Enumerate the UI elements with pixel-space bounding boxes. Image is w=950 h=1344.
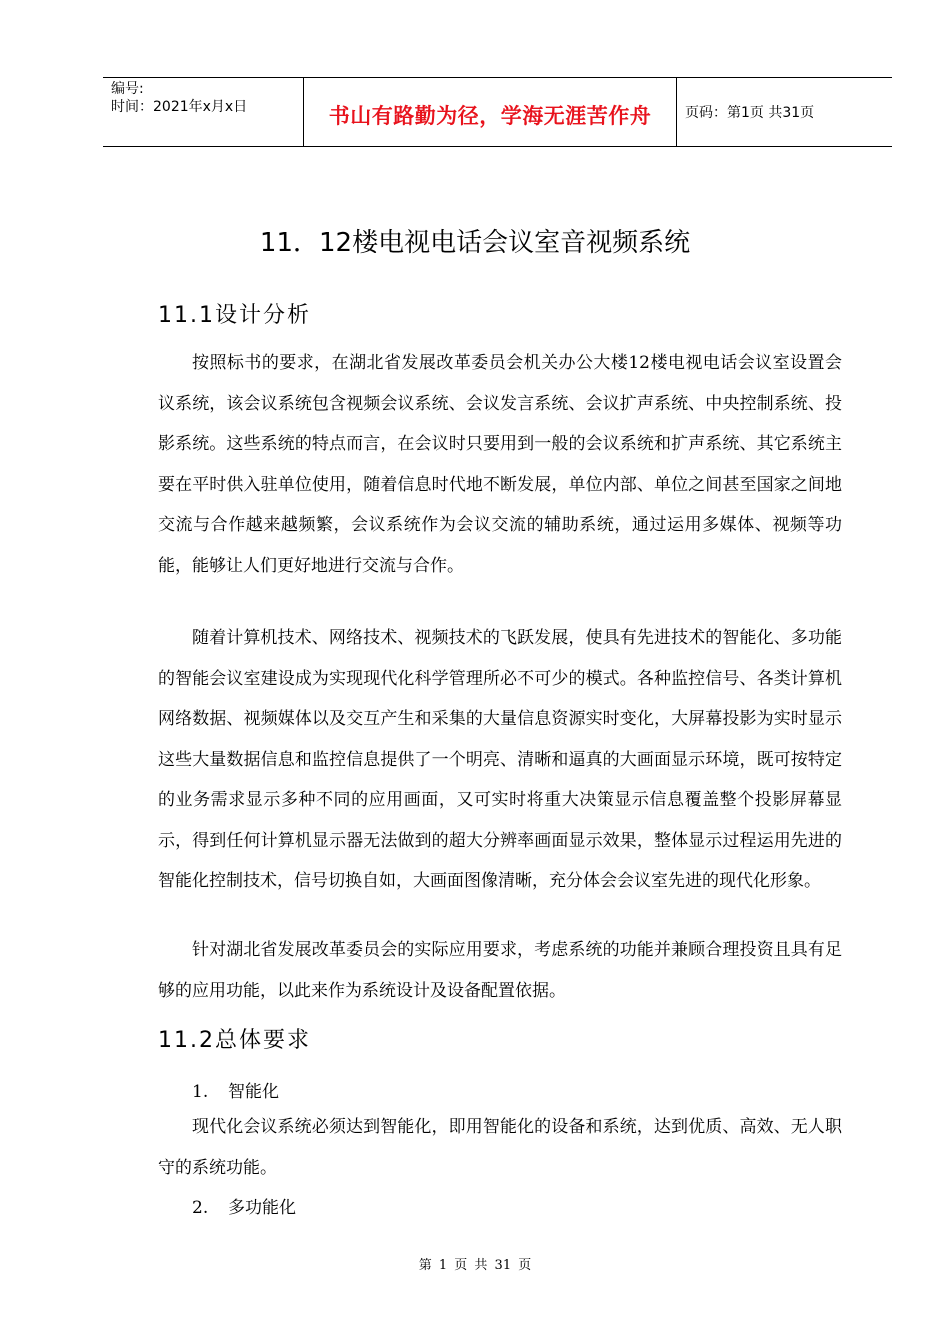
document-title: 11．12楼电视电话会议室音视频系统 [259,228,691,258]
paragraph: 针对湖北省发展改革委员会的实际应用要求，考虑系统的功能并兼顾合理投资且具有足够的应用功能，以此来作为系统设计及设备配置依据。 [158,940,842,1001]
list-item [192,1193,296,1218]
list-item-number: 2. [192,1198,209,1218]
header-page-cell [677,78,892,146]
paragraph: 按照标书的要求，在湖北省发展改革委员会机关办公大楼12楼电视电话会议室设置会议系统，该会议系统包含视频会议系统、会议发言系统、会议扩声系统、中央控制系统、投影系统。这些系统的特点而言，在会议时只要用到一般的会议系统和扩声系统、其它系统主要在平时供入驻单位使用，随着信息时代地不断发展，单位内部、单位之间甚至国家之间地交流与合作越来越频繁，会议系统作为会议交流的辅助系统，通过运用多媒体、视频等功能，能够让人们更好地进行交流与合作。 [158,353,842,576]
document-time-label: 时间：2021年x月x日 [111,99,248,115]
section-heading-design-analysis: 11.1设计分析 [158,303,311,328]
header-meta-cell [103,78,304,146]
list-item-number: 1. [192,1082,209,1102]
header-motto: 书山有路勤为径，学海无涯苦作舟 [328,104,652,128]
header-motto-cell [304,78,677,146]
paragraph: 现代化会议系统必须达到智能化，即用智能化的设备和系统，达到优质、高效、无人职守的系统功能。 [158,1117,842,1178]
section-heading-overall-requirements: 11.2总体要求 [158,1028,311,1053]
page-header [103,77,892,147]
header-page-info: 页码：第1页 共31页 [685,105,815,121]
list-item-title: 多功能化 [228,1198,296,1218]
document-number-label: 编号: [111,81,144,97]
page-footer: 第 1 页 共 31 页 [418,1258,532,1273]
list-item-title: 智能化 [228,1082,279,1102]
paragraph: 随着计算机技术、网络技术、视频技术的飞跃发展，使具有先进技术的智能化、多功能的智能会议室建设成为实现现代化科学管理所必不可少的模式。各种监控信号、各类计算机网络数据、视频媒体以及交互产生和采集的大量信息资源实时变化，大屏幕投影为实时显示这些大量数据信息和监控信息提供了一个明亮、清晰和逼真的大画面显示环境，既可按特定的业务需求显示多种不同的应用画面，又可实时将重大决策显示信息覆盖整个投影屏幕显示，得到任何计算机显示器无法做到的超大分辨率画面显示效果，整体显示过程运用先进的智能化控制技术，信号切换自如，大画面图像清晰，充分体会会议室先进的现代化形象。 [158,628,842,891]
list-item [192,1077,279,1102]
